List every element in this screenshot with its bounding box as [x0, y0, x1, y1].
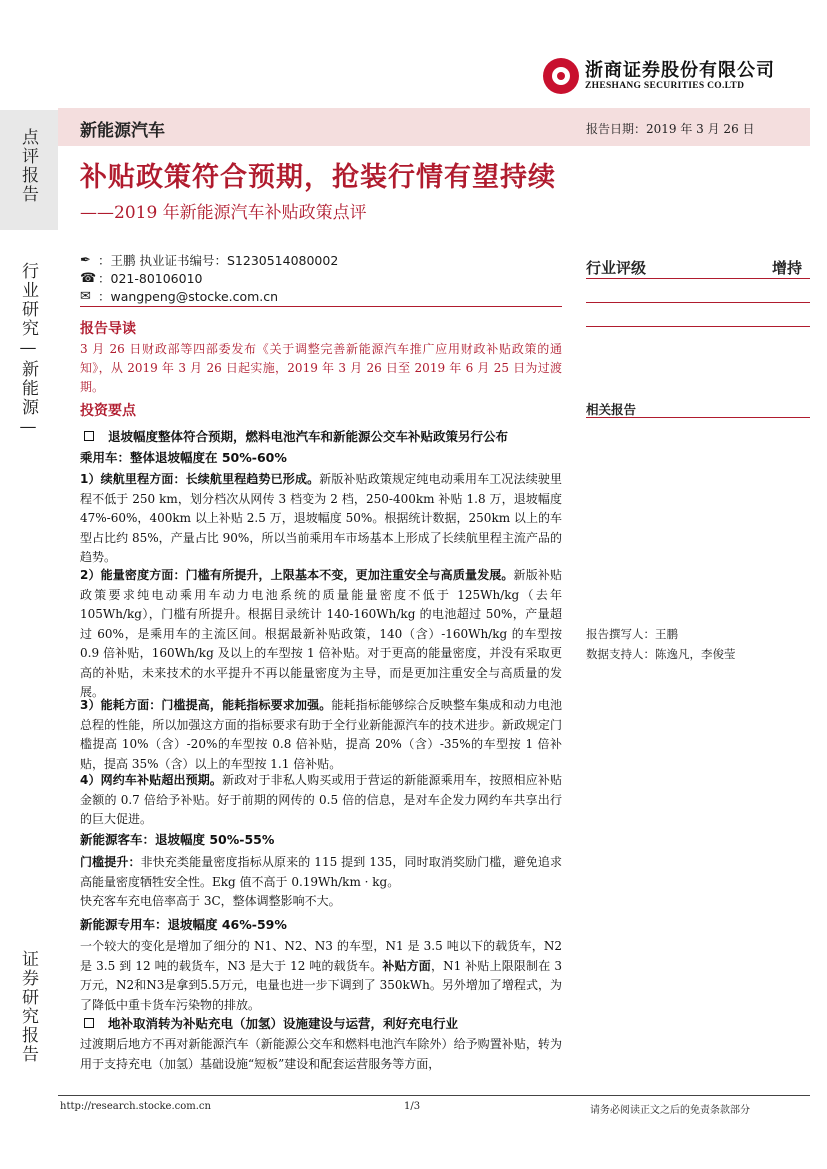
report-date: 报告日期：2019 年 3 月 26 日 — [586, 122, 755, 136]
para-consumption-bold: 3）能耗方面：门槛提高，能耗指标要求加强。 — [80, 698, 332, 712]
guide-heading: 报告导读 — [80, 321, 136, 337]
para-special-bold: 补贴方面 — [382, 958, 431, 973]
para-range-bold: 1）续航里程方面：长续航里程趋势已形成。 — [80, 472, 320, 486]
sidebar-report-type: 点评报告 — [18, 128, 38, 204]
para-special — [80, 937, 562, 1015]
analyst-phone: ：021-80106010 — [98, 271, 203, 286]
contact-divider — [80, 306, 562, 307]
page-title: 补贴政策符合预期，抢装行情有望持续 — [80, 162, 556, 193]
analyst-phone-line — [80, 269, 203, 287]
mail-icon: ✉ — [80, 288, 91, 304]
bullet-1-text: 退坡幅度整体符合预期，燃料电池汽车和新能源公交车补贴政策另行公布 — [108, 429, 509, 444]
guide-text: 3 月 26 日财政部等四部委发布《关于调整完善新能源汽车推广应用财政补贴政策的通知》，从 2019 年 3 月 26 日起实施，2019 年 3 月 26 日至 2019 年 6 月 25 日为过渡期。 — [80, 342, 562, 394]
para-special-text-2: ，N1 补贴上限限制在 3 万元，N2和N3是拿到5.5万元，电量也进一步下调到了 350kWh。另外增加了增程式，为了降低中重卡货车污染物的排放。 — [80, 958, 562, 1012]
para-bus-2: 快充客车充电倍率高于 3C，整体调整影响不大。 — [80, 894, 341, 908]
related-divider — [586, 417, 810, 418]
analyst-email-line — [80, 287, 278, 305]
rating-label: 行业评级 — [586, 259, 647, 277]
footer-divider — [58, 1095, 810, 1096]
para-bus-text: 非快充类能量密度指标从原来的 115 提到 135，同时取消奖励门槛，避免追求高能量密度牺牲安全性。Ekg 值不高于 0.19Wh/km · kg。 — [80, 855, 562, 889]
rating-divider — [586, 278, 810, 279]
page-subtitle: ——2019 年新能源汽车补贴政策点评 — [80, 203, 367, 223]
car-heading: 乘用车：整体退坡幅度在 50%-60% — [80, 450, 287, 465]
rating-divider-2 — [586, 302, 810, 303]
company-name-cn: 浙商证券股份有限公司 — [585, 60, 775, 81]
checkbox-icon — [84, 1018, 94, 1028]
para-energy-bold: 2）能量密度方面：门槛有所提升，上限基本不变，更加注重安全与高质量发展。 — [80, 568, 514, 582]
bus-heading: 新能源客车：退坡幅度 50%-55% — [80, 832, 275, 847]
para-ridehail-bold: 4）网约车补贴超出预期。 — [80, 773, 223, 787]
checkbox-icon — [84, 431, 94, 441]
bullet-1 — [80, 427, 562, 445]
pen-icon: ✒ — [80, 252, 91, 268]
points-heading: 投资要点 — [80, 403, 136, 419]
sidebar-industry: 行业研究—新能源— — [18, 262, 38, 439]
analyst-name-line — [80, 251, 338, 269]
para-bus-bold: 门槛提升： — [80, 855, 141, 869]
report-writer: 报告撰写人：王鹏 — [586, 627, 678, 641]
phone-icon: ☎ — [80, 270, 97, 286]
analyst-name: ：王鹏 执业证书编号：S1230514080002 — [98, 253, 339, 268]
para-energy — [80, 566, 562, 703]
category-label: 新能源汽车 — [80, 121, 165, 141]
footer-url[interactable]: http://research.stocke.com.cn — [60, 1101, 211, 1112]
footer-disclaimer: 请务必阅读正文之后的免责条款部分 — [590, 1105, 750, 1116]
footer-page-number: 1/3 — [404, 1101, 421, 1112]
para-ridehail — [80, 771, 562, 830]
special-heading: 新能源专用车：退坡幅度 46%-59% — [80, 917, 287, 932]
para-consumption — [80, 696, 562, 774]
sidebar-securities: 证券研究报告 — [18, 950, 38, 1064]
para-special-text: 一个较大的变化是增加了细分的 N1、N2、N3 的车型，N1 是 3.5 吨以下的载货车，N2 是 3.5 到 12 吨的载货车，N3 是大于 12 吨的载货车。 — [80, 939, 562, 973]
company-name-en: ZHESHANG SECURITIES CO.LTD — [585, 81, 745, 91]
rating-value: 增持 — [772, 259, 803, 277]
rating-divider-3 — [586, 326, 810, 327]
para-energy-text: 新版补贴政策要求纯电动乘用车动力电池系统的质量能量密度不低于 125Wh/kg（去年 105Wh/kg），门槛有所提升。根据目录统计 140-160Wh/kg 的电池超过 50%，产量超过 60%，是乘用车的主流区间。根据最新补贴政策，140（含）-160Wh/kg 的车型按 0.9 倍补贴，160Wh/kg 及以上的车型按 1 倍补贴。对于更高的能量密度，并没有采取更高的补贴，未来技术的水平提升不再以能量密度为主导，而是更加注重安全与高质量的发展。 — [80, 568, 562, 699]
logo-mark-icon — [543, 58, 579, 94]
bullet-2-text: 地补取消转为补贴充电（加氢）设施建设与运营，利好充电行业 — [108, 1016, 459, 1031]
para-last: 过渡期后地方不再对新能源汽车（新能源公交车和燃料电池汽车除外）给予购置补贴，转为用于支持充电（加氢）基础设施“短板”建设和配套运营服务等方面， — [80, 1037, 562, 1071]
bullet-2 — [80, 1014, 562, 1032]
analyst-email[interactable]: ：wangpeng@stocke.com.cn — [98, 289, 279, 304]
para-bus — [80, 853, 562, 892]
para-range — [80, 470, 562, 568]
para-range-text: 新版补贴政策规定纯电动乘用车工况法续驶里程不低于 250 km，划分档次从网传 3 档变为 2 档，250-400km 补贴 1.8 万，退坡幅度 47%-60%，400km 以上补贴 2.5 万，退坡幅度 50%。根据统计数据，250km 以上的车型占比约 85%，产量占比 90%，所以当前乘用车市场基本上形成了长续航里程主流产品的趋势。 — [80, 472, 562, 564]
related-reports-heading: 相关报告 — [586, 402, 637, 417]
para-consumption-text: 能耗指标能够综合反映整车集成和动力电池总程的性能，所以加强这方面的指标要求有助于全行业新能源汽车的技术进步。新政规定门槛提高 10%（含）-20%的车型按 0.8 倍补贴，提高 20%（含）-35%的车型按 1 倍补贴，提高 35%（含）以上的车型按 1.1 倍补贴。 — [80, 698, 562, 771]
para-ridehail-text: 新政对于非私人购买或用于营运的新能源乘用车，按照相应补贴金额的 0.7 倍给予补贴。好于前期的网传的 0.5 倍的信息，是对车企发力网约车共享出行的巨大促进。 — [80, 773, 562, 826]
data-support: 数据支持人：陈逸凡，李俊莹 — [586, 647, 736, 661]
company-logo — [543, 58, 775, 94]
